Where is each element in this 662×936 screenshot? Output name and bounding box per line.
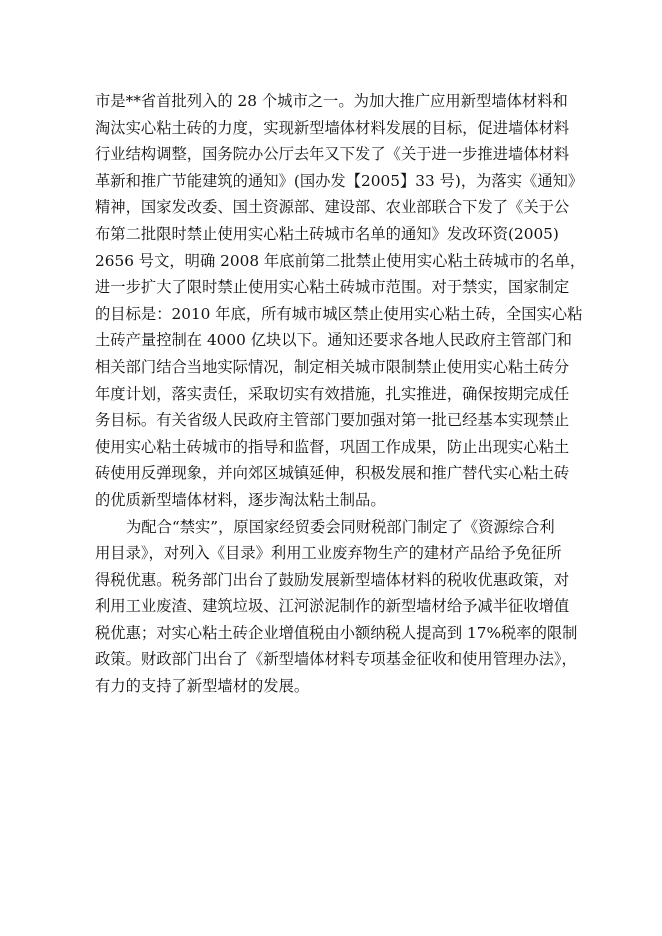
- document-body: [95, 88, 595, 700]
- text-line: 革新和推广节能建筑的通知》(国办发【2005】33 号)，为落实《通知》: [95, 171, 584, 190]
- text-line: 税优惠；对实心粘土砖企业增值税由小额纳税人提高到 17%税率的限制: [95, 623, 578, 642]
- text-line: 进一步扩大了限时禁止使用实心粘土砖城市范围。对于禁实，国家制定: [95, 278, 570, 297]
- text-line: 精神，国家发改委、国土资源部、建设部、农业部联合下发了《关于公: [95, 198, 570, 217]
- text-line: 用目录》，对列入《目录》利用工业废弃物生产的建材产品给予免征所: [95, 544, 562, 563]
- text-line: 为配合“禁实”，原国家经贸委会同财税部门制定了《资源综合利: [126, 517, 555, 536]
- text-line: 行业结构调整，国务院办公厅去年又下发了《关于进一步推进墙体材料: [95, 145, 570, 164]
- text-line: 2656 号文，明确 2008 年底前第二批禁止使用实心粘土砖城市的名单，: [95, 251, 586, 270]
- paragraph-2: [95, 514, 595, 700]
- text-line: 布第二批限时禁止使用实心粘土砖城市名单的通知》发改环资(2005): [95, 224, 559, 243]
- text-line: 淘汰实心粘土砖的力度，实现新型墙体材料发展的目标，促进墙体材料: [95, 118, 570, 137]
- text-line: 得税优惠。税务部门出台了鼓励发展新型墙体材料的税收优惠政策，对: [95, 570, 570, 589]
- text-line: 年度计划，落实责任，采取切实有效措施，扎实推进，确保按期完成任: [95, 384, 570, 403]
- text-line: 的目标是：2010 年底，所有城市城区禁止使用实心粘土砖，全国实心粘: [95, 304, 583, 323]
- paragraph-1: [95, 88, 595, 514]
- text-line: 砖使用反弹现象，并向郊区城镇延伸，积极发展和推广替代实心粘土砖: [95, 464, 570, 483]
- text-line: 利用工业废渣、建筑垃圾、江河淤泥制作的新型墙材给予减半征收增值: [95, 597, 570, 616]
- text-line: 相关部门结合当地实际情况，制定相关城市限制禁止使用实心粘土砖分: [95, 357, 570, 376]
- text-line: 土砖产量控制在 4000 亿块以下。通知还要求各地人民政府主管部门和: [95, 331, 572, 350]
- text-line: 市是**省首批列入的 28 个城市之一。为加大推广应用新型墙体材料和: [95, 92, 568, 110]
- text-line: 有力的支持了新型墙材的发展。: [95, 677, 310, 696]
- text-line: 政策。财政部门出台了《新型墙体材料专项基金征收和使用管理办法》，: [95, 650, 577, 669]
- text-line: 务目标。有关省级人民政府主管部门要加强对第一批已经基本实现禁止: [95, 411, 570, 430]
- text-line: 的优质新型墙体材料，逐步淘汰粘土制品。: [95, 490, 386, 509]
- text-line: 使用实心粘土砖城市的指导和监督，巩固工作成果，防止出现实心粘土: [95, 437, 570, 456]
